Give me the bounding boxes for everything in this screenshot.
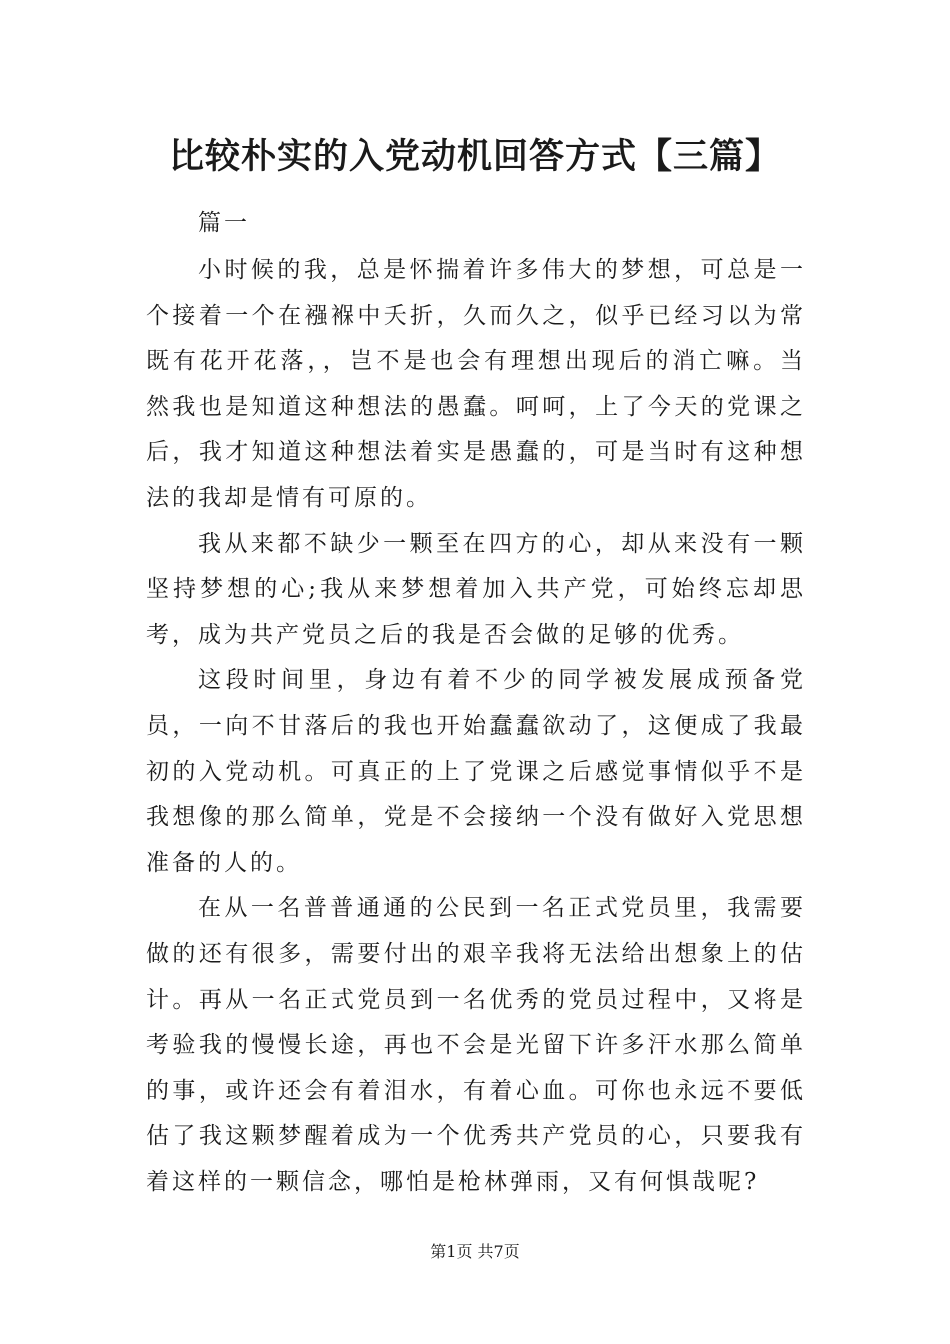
- paragraph-3: 这段时间里，身边有着不少的同学被发展成预备党员，一向不甘落后的我也开始蠢蠢欲动了，这便成了我最初的入党动机。可真正的上了党课之后感觉事情似乎不是我想像的那么简单，党是不会接纳一个没有做好入党思想准备的人的。: [146, 667, 806, 876]
- section-label: 篇一: [198, 210, 250, 236]
- paragraph-2: 我从来都不缺少一颗至在四方的心，却从来没有一颗坚持梦想的心;我从来梦想着加入共产党，可始终忘却思考，成为共产党员之后的我是否会做的足够的优秀。: [146, 530, 806, 648]
- document-body: [146, 248, 806, 1205]
- paragraph-1: 小时候的我，总是怀揣着许多伟大的梦想，可总是一个接着一个在襁褓中夭折，久而久之，似乎已经习以为常既有花开花落，，岂不是也会有理想出现后的消亡嘛。当然我也是知道这种想法的愚蠢。呵呵，上了今天的党课之后，我才知道这种想法着实是愚蠢的，可是当时有这种想法的我却是情有可原的。: [146, 257, 806, 511]
- page-indicator: 第1页 共7页: [430, 1242, 520, 1261]
- document-title: 比较朴实的入党动机回答方式【三篇】: [168, 136, 781, 177]
- paragraph-4: 在从一名普普通通的公民到一名正式党员里，我需要做的还有很多，需要付出的艰辛我将无法给出想象上的估计。再从一名正式党员到一名优秀的党员过程中，又将是考验我的慢慢长途，再也不会是光留下许多汗水那么简单的事，或许还会有着泪水，有着心血。可你也永远不要低估了我这颗梦醒着成为一个优秀共产党员的心，只要我有着这样的一颗信念，哪怕是枪林弹雨，又有何惧哉呢?: [146, 895, 806, 1195]
